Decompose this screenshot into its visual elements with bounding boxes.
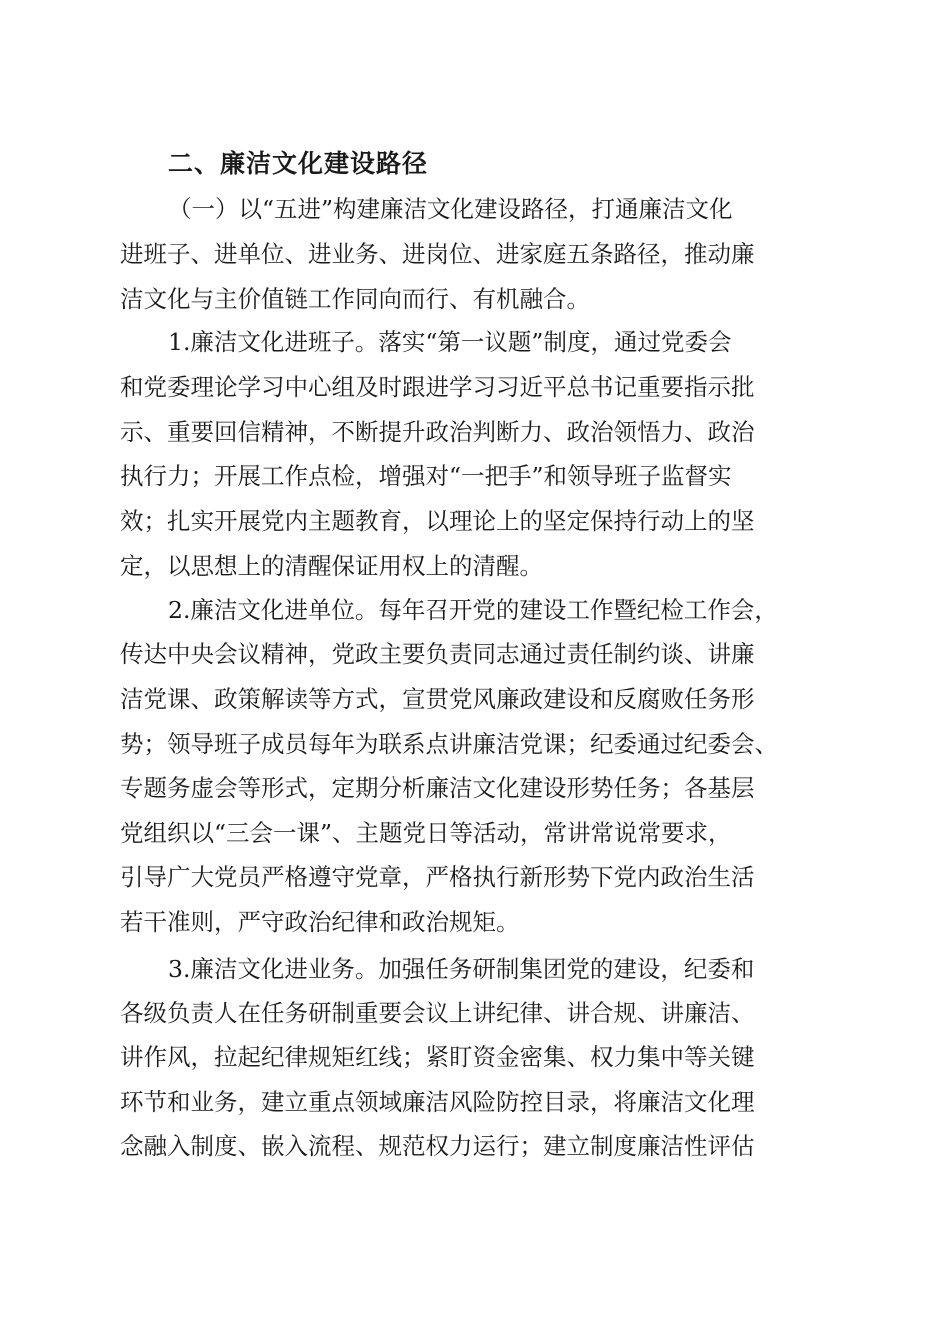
paragraph-line: 引导广大党员严格遵守党章，严格执行新形势下党内政治生活 bbox=[120, 863, 755, 891]
paragraph-line: 洁文化与主价值链工作同向而行、有机融合。 bbox=[120, 285, 590, 313]
paragraph-line: 定，以思想上的清醒保证用权上的清醒。 bbox=[120, 552, 543, 580]
paragraph-line: 讲作风，拉起纪律规矩红线；紧盯资金密集、权力集中等关键 bbox=[120, 1043, 755, 1071]
paragraph-line: 和党委理论学习中心组及时跟进学习习近平总书记重要指示批 bbox=[120, 373, 755, 401]
paragraph-line: 传达中央会议精神，党政主要负责同志通过责任制约谈、讲廉 bbox=[120, 640, 755, 668]
paragraph-line: 进班子、进单位、进业务、进岗位、进家庭五条路径，推动廉 bbox=[120, 240, 755, 268]
paragraph-line: 2.廉洁文化进单位。每年召开党的建设工作暨纪检工作会， bbox=[168, 596, 778, 624]
paragraph-line: 1.廉洁文化进班子。落实“第一议题”制度，通过党委会 bbox=[168, 328, 732, 356]
paragraph-line: 洁党课、政策解读等方式，宣贯党风廉政建设和反腐败任务形 bbox=[120, 685, 755, 713]
section-heading: 二、廉洁文化建设路径 bbox=[168, 149, 429, 178]
paragraph-line: 各级负责人在任务研制重要会议上讲纪律、讲合规、讲廉洁、 bbox=[120, 999, 755, 1027]
paragraph-line: 势；领导班子成员每年为联系点讲廉洁党课；纪委通过纪委会、 bbox=[120, 730, 778, 758]
paragraph-line: 环节和业务，建立重点领域廉洁风险防控目录，将廉洁文化理 bbox=[120, 1088, 755, 1116]
paragraph-line: 专题务虚会等形式，定期分析廉洁文化建设形势任务；各基层 bbox=[120, 774, 755, 802]
paragraph-line: 党组织以“三会一课”、主题党日等活动，常讲常说常要求， bbox=[120, 819, 732, 847]
paragraph-line: 念融入制度、嵌入流程、规范权力运行；建立制度廉洁性评估 bbox=[120, 1132, 755, 1160]
paragraph-line: 执行力；开展工作点检，增强对“一把手”和领导班子监督实 bbox=[120, 462, 732, 490]
paragraph-line: 3.廉洁文化进业务。加强任务研制集团党的建设，纪委和 bbox=[168, 955, 755, 983]
paragraph-line: 示、重要回信精神，不断提升政治判断力、政治领悟力、政治 bbox=[120, 418, 755, 446]
paragraph-line: 若干准则，严守政治纪律和政治规矩。 bbox=[120, 908, 520, 936]
paragraph-line: （一）以“五进”构建廉洁文化建设路径，打通廉洁文化 bbox=[168, 195, 733, 223]
paragraph-line: 效；扎实开展党内主题教育，以理论上的坚定保持行动上的坚 bbox=[120, 507, 755, 535]
